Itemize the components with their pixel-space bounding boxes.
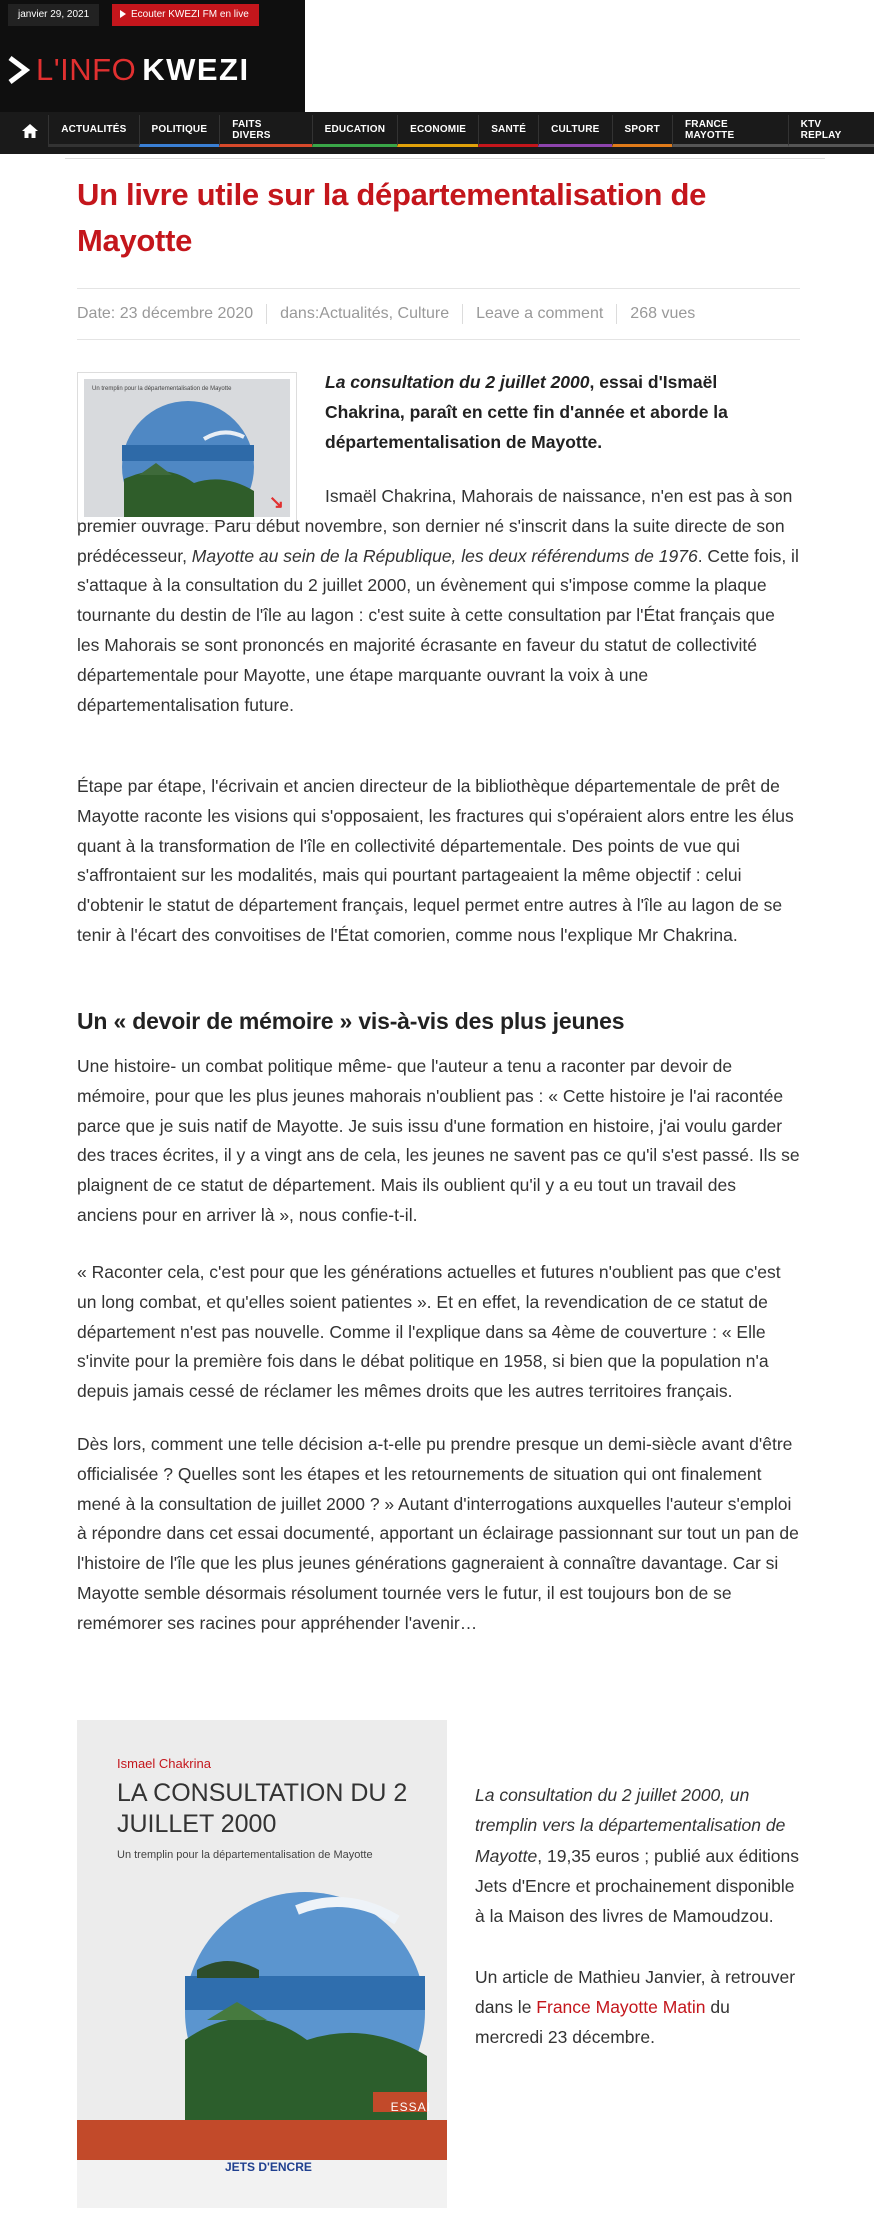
caption-credit-pre: Un article de Mathieu Janvier, à retrouver dans le [475, 1966, 796, 2018]
view-count: 268 vues [630, 305, 696, 322]
nav-item-actualites[interactable]: ACTUALITÉS [48, 115, 138, 147]
article-paragraph-3: Une histoire- un combat politique même- que l'auteur a tenu a raconter par devoir de mémoire, pour que les plus jeunes mahorais n'oublient pas : « Cette histoire je l'ai racontée parce que je suis natif de Mayotte. Je suis issu d'une formation en histoire, j'ai voulu garder des traces écrites, il y a vingt ans de cela, les jeunes ne savent pas ce qu'il s'est passé. Ils se plaignent de ce statut de département. Mais ils oublient qu'il y a eu tout un travail des anciens pour en arriver là », nous confie-t-il. [77, 1056, 800, 1225]
meta-separator [616, 304, 617, 324]
header-date: janvier 29, 2021 [8, 4, 99, 26]
article-date: Date: 23 décembre 2020 [77, 305, 254, 322]
caption-details: , 19,35 euros ; publié aux éditions Jets d'Encre et prochainement disponible à la Maison des livres de Mamoudzou. [475, 1845, 799, 1927]
lead-book-title: La consultation du 2 juillet 2000 [325, 372, 590, 392]
book-title: LA CONSULTATION DU 2 JUILLET 2000 [117, 1779, 408, 1838]
book-publisher-logo: JETS D'ENCRE [225, 2160, 312, 2174]
book-genre-label: ESSAI [390, 2100, 431, 2114]
logo-block [0, 0, 305, 112]
chevron-right-icon [8, 56, 30, 84]
nav-item-culture[interactable]: CULTURE [538, 115, 611, 147]
para1-text-b: . Cette fois, il s'attaque à la consultation du 2 juillet 2000, un évènement qui s'impose comme la plaque tournante du destin de l'île au lagon : c'est suite à cette consultation par l'État français que les Mahorais se sont prononcés en majorité écrasante en faveur du statut de collectivité départementale pour Mayotte, une étape marquante ouvrant la voix à une départementalisation future. [77, 545, 799, 715]
logo-linfo-text: L'INFO [36, 52, 137, 87]
para1-italic: Mayotte au sein de la République, les deux référendums de 1976 [191, 545, 698, 566]
article-lead [325, 368, 800, 457]
para1-text-a: Ismaël Chakrina, Mahorais de naissance, n'en est pas à son premier ouvrage. Paru début novembre, son dernier né s'inscrit dans la suite directe de son prédécesseur, [77, 486, 793, 566]
caption-book-title: La consultation du 2 juillet 2000, un tremplin vers la départementalisation de Mayotte [475, 1785, 786, 1866]
article-paragraph-1 [77, 482, 800, 720]
main-nav [0, 112, 874, 154]
nav-item-ktv-replay[interactable]: KTV REPLAY [788, 115, 874, 147]
book-subtitle: Un tremplin pour la départementalisation de Mayotte [117, 1849, 373, 1861]
book-cover-image [77, 1720, 447, 2208]
article-paragraph-5: Dès lors, comment une telle décision a-t-elle pu prendre presque un demi-siècle avant d'être officialisée ? Quelles sont les étapes et les retournements de situation qui ont finalement mené à la consultation de juillet 2000 ? » Autant d'interrogations auxquelles l'auteur s'emploi à répondre dans cet essai documenté, apportant un éclairage passionnant sur tout un pan de l'histoire de l'île que les plus jeunes générations gagneraient à connaître davantage. Car si Mayotte semble désormais résolument tournée vers le futur, il est toujours bon de se remémorer ses racines pour appréhender l'avenir… [77, 1434, 799, 1633]
nav-item-education[interactable]: EDUCATION [312, 115, 398, 147]
article-categories[interactable]: dans:Actualités, Culture [280, 305, 450, 322]
caption-credit-post: du mercredi 23 décembre. [475, 1997, 730, 2048]
book-author: Ismael Chakrina [117, 1756, 211, 1771]
divider [65, 158, 825, 159]
article-meta [77, 288, 800, 340]
france-mayotte-matin-link[interactable]: France Mayotte Matin [536, 1997, 706, 2018]
book-caption [475, 1780, 800, 2053]
site-header [0, 0, 874, 112]
meta-separator [462, 304, 463, 324]
nav-item-france-mayotte[interactable]: FRANCE MAYOTTE [672, 115, 788, 147]
nav-item-politique[interactable]: POLITIQUE [139, 115, 220, 147]
article [77, 172, 800, 2174]
article-paragraph-2: Étape par étape, l'écrivain et ancien directeur de la bibliothèque départementale de prêt de Mayotte raconte les visions qui s'opposaient, les fractures qui s'opéraient alors entre les élus quant à la transformation de l'île en collectivité départementale. Des points de vue qui s'affrontaient sur les modalités, mais qui pourtant partageaient la même objectif : celui d'obtenir le statut de département français, lequel permet entre autres à l'île au lagon de se tenir à l'écart des convoitises de l'État comorien, comme nous l'explique Mr Chakrina. [77, 776, 794, 945]
site-logo[interactable] [8, 52, 250, 88]
meta-separator [266, 304, 267, 324]
nav-item-faits-divers[interactable]: FAITS DIVERS [219, 115, 311, 147]
listen-live-button[interactable] [112, 4, 259, 26]
article-subheading: Un « devoir de mémoire » vis-à-vis des plus jeunes [77, 1008, 625, 1034]
expand-arrow-icon: ↘ [268, 492, 284, 512]
leave-comment-link[interactable]: Leave a comment [476, 305, 604, 322]
nav-item-sante[interactable]: SANTÉ [478, 115, 538, 147]
lead-text: , essai d'Ismaël Chakrina, paraît en cette fin d'année et aborde la départementalisation de Mayotte. [325, 372, 728, 452]
play-icon [120, 10, 126, 18]
thumb-caption: Un tremplin pour la départementalisation de Mayotte [92, 386, 232, 392]
article-paragraph-4: « Raconter cela, c'est pour que les générations actuelles et futures n'oublient pas que c'est un long combat, et qu'elles soient patientes ». Et en effet, la revendication de ce statut de département n'est pas nouvelle. Comme il l'explique dans sa 4ème de couverture : « Elle s'invite pour la première fois dans le débat politique en 1958, si bien que la population n'a depuis jamais cessé de réclamer les mêmes droits que les autres territoires français. [77, 1262, 781, 1402]
home-icon [21, 123, 39, 139]
listen-live-label: Ecouter KWEZI FM en live [131, 9, 249, 20]
article-title: Un livre utile sur la départementalisation de Mayotte [77, 177, 707, 258]
nav-item-sport[interactable]: SPORT [612, 115, 672, 147]
nav-item-economie[interactable]: ECONOMIE [397, 115, 478, 147]
home-button[interactable] [12, 115, 48, 147]
logo-kwezi-text: KWEZI [142, 52, 250, 87]
